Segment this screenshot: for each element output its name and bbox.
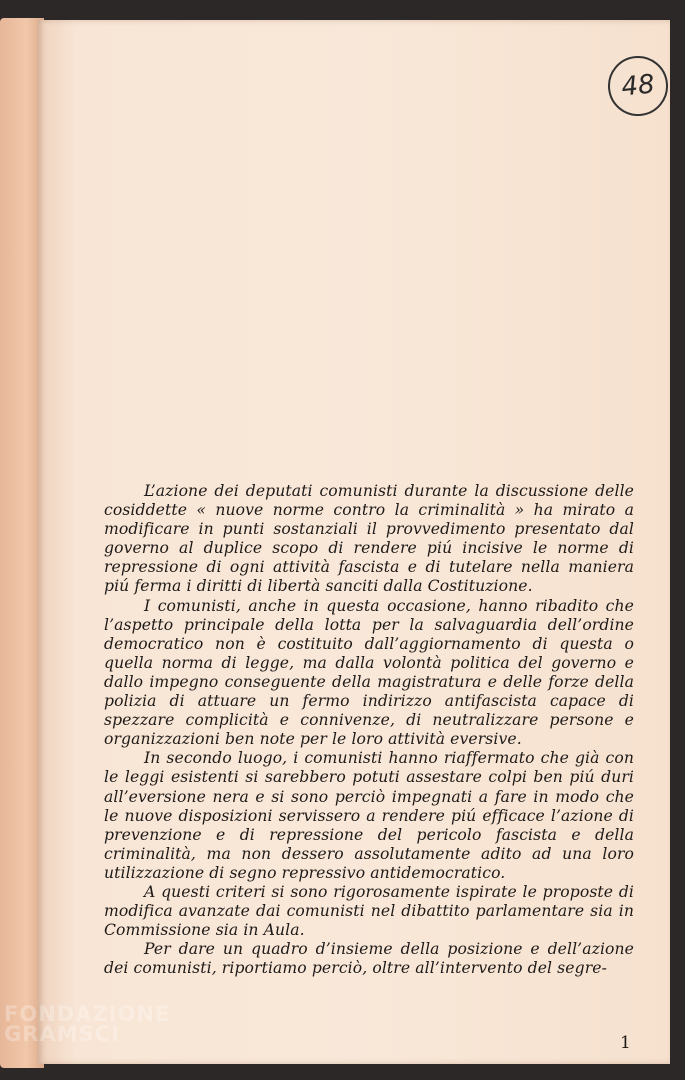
- paragraph-2: I comunisti, anche in questa occasione, hanno ribadito che l’aspetto principale della lotta per la salvaguardia dell’ordine democratico non è costituito dall’aggiornamento di questa o quella norma di legge, ma dalla volontà politica del governo e dallo impegno conseguente della magistratura e delle forze della polizia di attuare un fermo indirizzo antifascista capace di spezzare complicità e connivenze, di neutralizzare persone e organizzazioni ben note per le loro attività eversive.: [104, 596, 634, 749]
- paragraph-4: A questi criteri si sono rigorosamente ispirate le proposte di modifica avanzate dai comunisti nel dibattito parlamentare sia in Commissione sia in Aula.: [104, 882, 634, 940]
- watermark-line-1: FONDAZIONE: [4, 1002, 171, 1026]
- watermark-line-2: GRAMSCI: [4, 1022, 120, 1046]
- body-text: [104, 482, 634, 978]
- page-number-stamp: [605, 53, 671, 119]
- folio-page-number: 1: [620, 1033, 631, 1053]
- paragraph-3: In secondo luogo, i comunisti hanno riaffermato che già con le leggi esistenti si sarebbero potuti assestare colpi ben piú duri all’eversione nera e si sono perciò impegnati a fare in modo che le nuove disposizioni servissero a rendere piú efficace l’azione di prevenzione e di repressione del pericolo fascista e della criminalità, ma non dessero assolutamente adito ad una loro utilizzazione di segno repressivo antidemocratico.: [104, 749, 634, 882]
- page-number-stamp-text: 48: [619, 69, 657, 103]
- book-page: [38, 20, 670, 1064]
- paragraph-1: L’azione dei deputati comunisti durante la discussione delle cosiddette « nuove norme contro la criminalità » ha mirato a modificare in punti sostanziali il provvedimento presentato dal governo al duplice scopo di rendere piú incisive le norme di repressione di ogni attività fascista e di tutelare nella maniera piú ferma i diritti di libertà sanciti dalla Costituzione.: [104, 482, 634, 596]
- watermark-logo: [4, 1004, 170, 1044]
- paragraph-5: Per dare un quadro d’insieme della posizione e dell’azione dei comunisti, riportiamo perciò, oltre all’intervento del segre-: [104, 940, 634, 978]
